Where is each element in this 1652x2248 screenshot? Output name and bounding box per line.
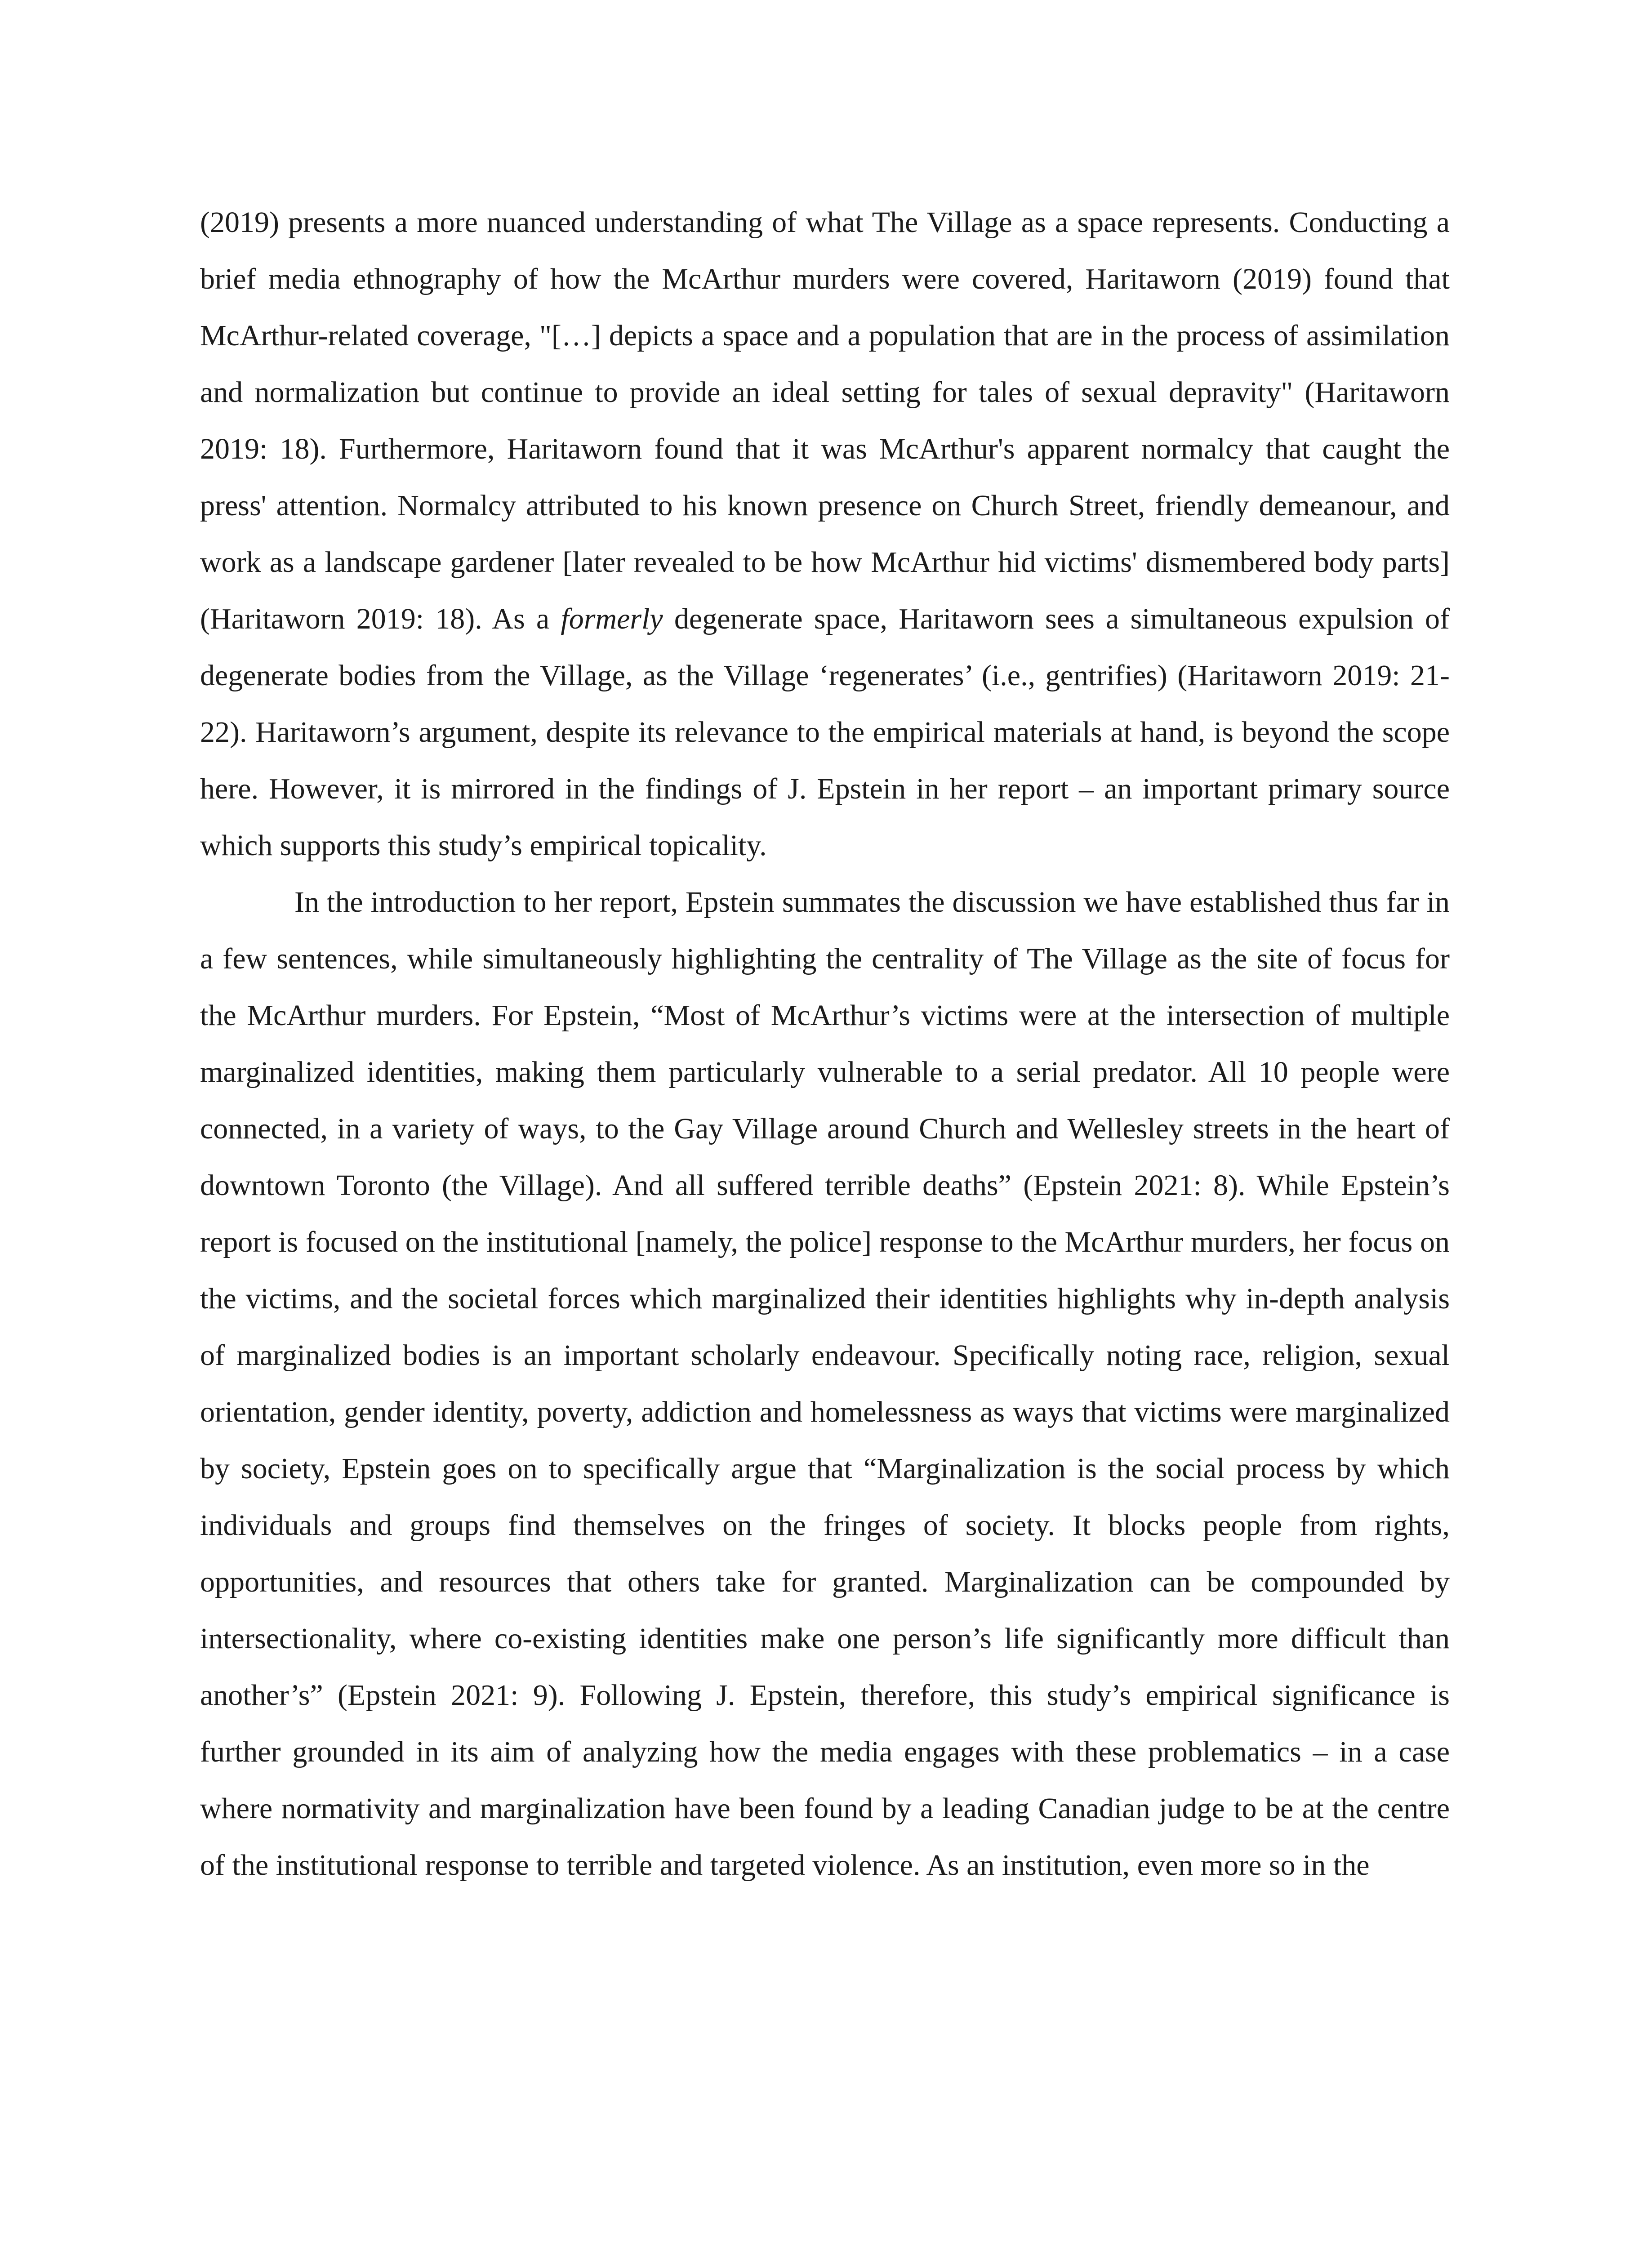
paragraph-2: In the introduction to her report, Epstein summates the discussion we have established thus far in a few sentences, while simultaneously highlighting the centrality of The Village as the site of focus for the McArthur murders. For Epstein, “Most of McArthur’s victims were at the intersection of multiple marginalized identities, making them particularly vulnerable to a serial predator. All 10 people were connected, in a variety of ways, to the Gay Village around Church and Wellesley streets in the heart of downtown Toronto (the Village). And all suffered terrible deaths” (Epstein 2021: 8). While Epstein’s report is focused on the institutional [namely, the police] response to the McArthur murders, her focus on the victims, and the societal forces which marginalized their identities highlights why in-depth analysis of marginalized bodies is an important scholarly endeavour. Specifically noting race, religion, sexual orientation, gender identity, poverty, addiction and homelessness as ways that victims were marginalized by society, Epstein goes on to specifically argue that “Marginalization is the social process by which individuals and groups find themselves on the fringes of society. It blocks people from rights, opportunities, and resources that others take for granted. Marginalization can be compounded by intersectionality, where co-existing identities make one person’s life significantly more difficult than another’s” (Epstein 2021: 9). Following J. Epstein, therefore, this study’s empirical significance is further grounded in its aim of analyzing how the media engages with these problematics – in a case where normativity and marginalization have been found by a leading Canadian judge to be at the centre of the institutional response to terrible and targeted violence. As an institution, even more so in the <box>200 886 1450 1882</box>
body-text <box>200 194 1450 1894</box>
paragraph-1-text-start: (2019) presents a more nuanced understanding of what The Village as a space represents. Conducting a brief media ethnography of how the McArthur murders were covered, Haritaworn (2019) found that McArthur-related coverage, "[…] depicts a space and a population that are in the process of assimilation and normalization but continue to provide an ideal setting for tales of sexual depravity" (Haritaworn 2019: 18). Furthermore, Haritaworn found that it was McArthur's apparent normalcy that caught the press' attention. Normalcy attributed to his known presence on Church Street, friendly demeanour, and work as a landscape gardener [later revealed to be how McArthur hid victims' dismembered body parts] (Haritaworn 2019: 18). As a <box>200 206 1450 635</box>
paragraph-1-text-end: degenerate space, Haritaworn sees a simultaneous expulsion of degenerate bodies from the Village, as the Village ‘regenerates’ (i.e., gentrifies) (Haritaworn 2019: 21-22). Haritaworn’s argument, despite its relevance to the empirical materials at hand, is beyond the scope here. However, it is mirrored in the findings of J. Epstein in her report – an important primary source which supports this study’s empirical topicality. <box>200 602 1450 862</box>
paragraph-1 <box>200 194 1450 874</box>
italic-term: formerly <box>561 602 663 635</box>
